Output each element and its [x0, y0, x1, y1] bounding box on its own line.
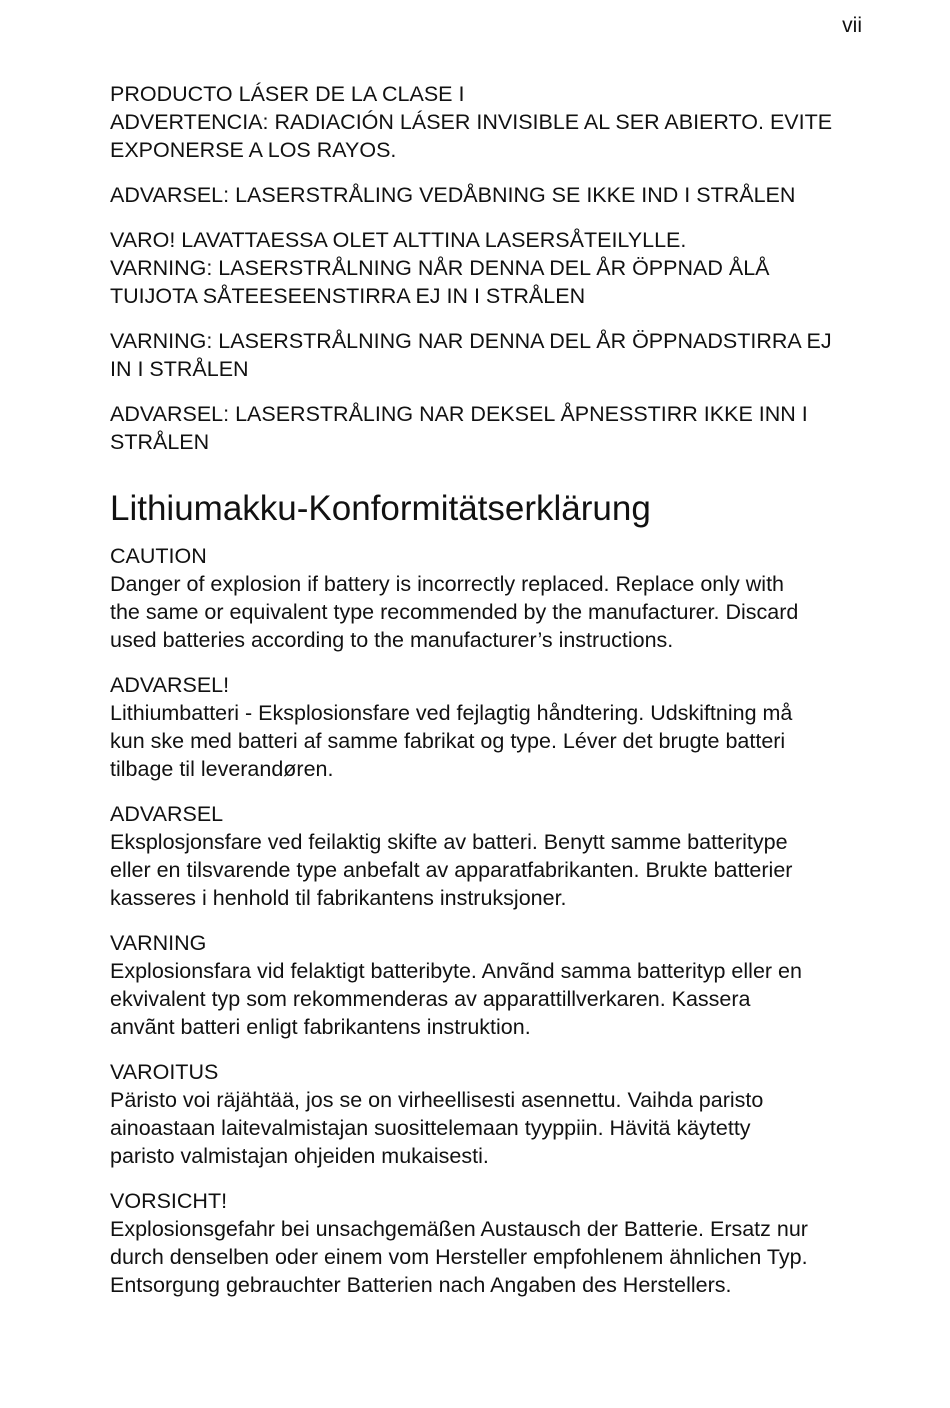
- battery-notice-english: [110, 542, 870, 654]
- battery-notice-danish: [110, 671, 870, 783]
- notice-body: Danger of explosion if battery is incorrectly replaced. Replace only with the same or equivalent type recommended by the manufacturer. Discard used batteries according to the manufacturer’s instructions.: [110, 572, 799, 652]
- laser-warning-spanish: PRODUCTO LÁSER DE LA CLASE I ADVERTENCIA: RADIACIÓN LÁSER INVISIBLE AL SER ABIERTO. EVITE EXPONERSE A LOS RAYOS.: [110, 82, 833, 162]
- notice-title: ADVARSEL: [110, 802, 224, 826]
- battery-notice-german: [110, 1187, 870, 1299]
- notice-title: VORSICHT!: [110, 1189, 228, 1213]
- page-number: vii: [842, 14, 862, 37]
- notice-body: Päristo voi räjähtää, jos se on virheellisesti asennettu. Vaihda paristo ainoastaan laitevalmistajan suosittelemaan tyyppiin. Hävitä käytetty paristo valmistajan ohjeiden mukaisesti.: [110, 1088, 764, 1168]
- laser-warning-norwegian: ADVARSEL: LASERSTRÅLING NAR DEKSEL ÅPNESSTIRR IKKE INN I STRÅLEN: [110, 402, 808, 454]
- laser-warning-finnish-swedish: VARO! LAVATTAESSA OLET ALTTINA LASERSÅTEILYLLE. VARNING: LASERSTRÅLNING NÅR DENNA DEL ÅR ÖPPNAD ÅLÅ TUIJOTA SÅTEESEENSTIRRA EJ IN I STRÅLEN: [110, 228, 770, 308]
- notice-body: Eksplosjonsfare ved feilaktig skifte av batteri. Benytt samme batteritype eller en tilsvarende type anbefalt av apparatfabrikanten. Brukte batterier kasseres i henhold til fabrikantens instruksjoner.: [110, 830, 793, 910]
- notice-body: Explosionsgefahr bei unsachgemäßen Austausch der Batterie. Ersatz nur durch denselben oder einem vom Hersteller empfohlenem ähnlichen Typ. Entsorgung gebrauchter Batterien nach Angaben des Herstellers.: [110, 1217, 808, 1297]
- battery-notice-norwegian: [110, 800, 870, 912]
- notice-title: VARNING: [110, 931, 207, 955]
- laser-warning-danish: ADVARSEL: LASERSTRÅLING VEDÅBNING SE IKKE IND I STRÅLEN: [110, 183, 796, 207]
- notice-title: CAUTION: [110, 544, 207, 568]
- section-title: Lithiumakku-Konformitätserklärung: [110, 489, 651, 528]
- laser-warning-swedish: VARNING: LASERSTRÅLNING NAR DENNA DEL ÅR ÖPPNADSTIRRA EJ IN I STRÅLEN: [110, 329, 832, 381]
- notice-body: Lithiumbatteri - Eksplosionsfare ved fejlagtig håndtering. Udskiftning må kun ske med batteri af samme fabrikat og type. Léver det brugte batteri tilbage til leverandøren.: [110, 701, 793, 781]
- notice-title: ADVARSEL!: [110, 673, 230, 697]
- page-content: [110, 80, 870, 1316]
- notice-body: Explosionsfara vid felaktigt batteribyte. Anvãnd samma batterityp eller en ekvivalent typ som rekommenderas av apparattillverkaren. Kassera anvãnt batteri enligt fabrikantens instruktion.: [110, 959, 802, 1039]
- battery-notice-swedish: [110, 929, 870, 1041]
- notice-title: VAROITUS: [110, 1060, 219, 1084]
- battery-notice-finnish: [110, 1058, 870, 1170]
